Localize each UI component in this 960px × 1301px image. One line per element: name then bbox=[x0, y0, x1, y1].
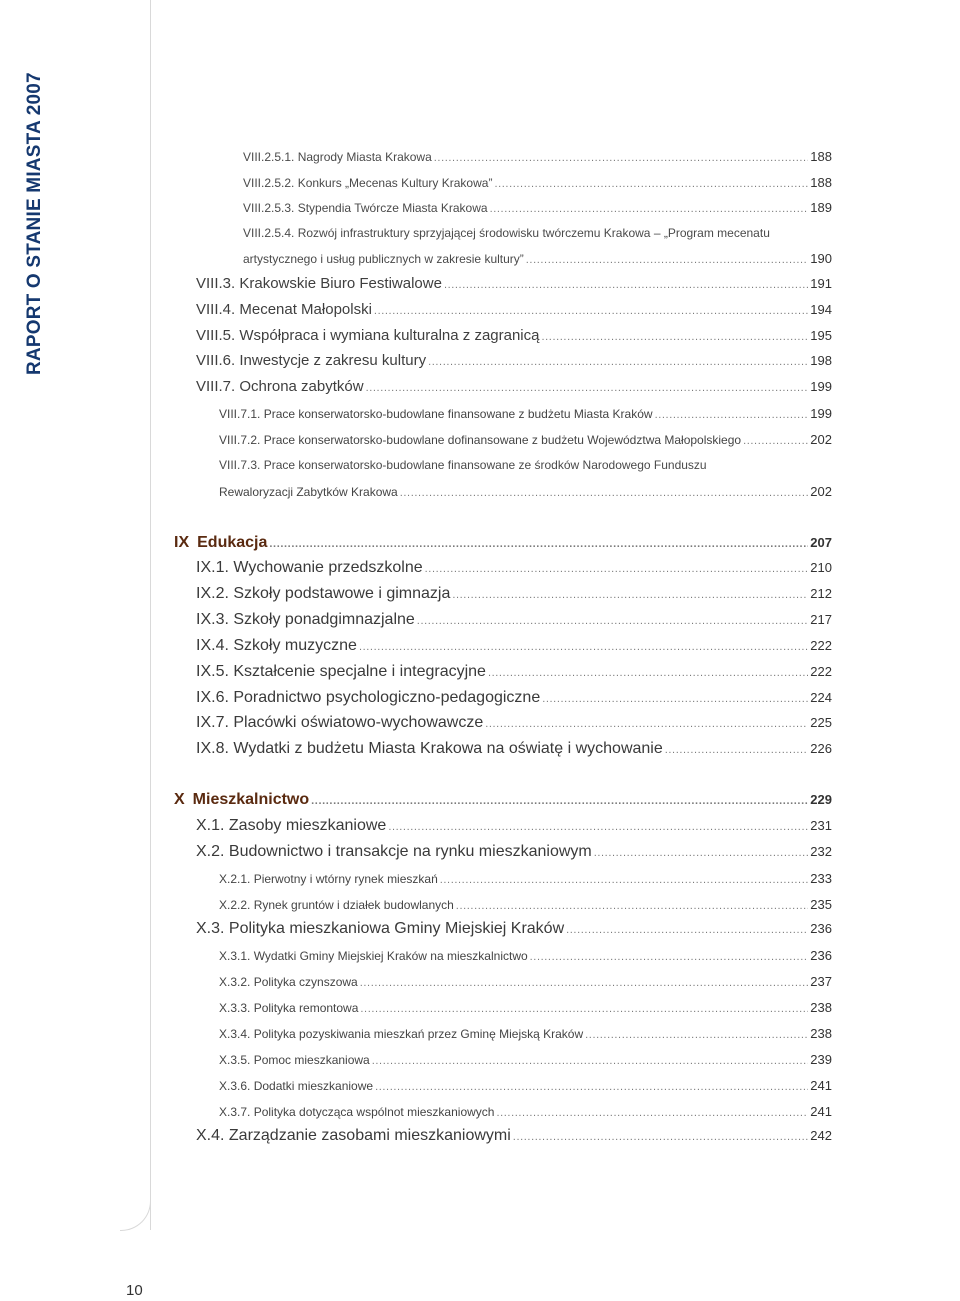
toc-entry-title: X.3.4. Polityka pozyskiwania mieszkań przez Gminę Miejską Kraków bbox=[219, 1027, 584, 1041]
toc-entry-title: IX.1. Wychowanie przedszkolne bbox=[196, 559, 423, 576]
toc-entry-title: VIII.5. Współpraca i wymiana kulturalna z zagranicą bbox=[196, 327, 540, 344]
toc-entry-page: 199 bbox=[810, 379, 832, 394]
toc-entry[interactable] bbox=[196, 637, 832, 655]
toc-entry-page: 239 bbox=[810, 1052, 832, 1067]
toc-entry[interactable] bbox=[196, 327, 832, 344]
toc-entry-page: 210 bbox=[810, 560, 832, 575]
dot-leader bbox=[513, 1131, 809, 1143]
dot-leader bbox=[434, 152, 809, 164]
toc-entry-page: 198 bbox=[810, 353, 832, 368]
dot-leader bbox=[485, 718, 808, 730]
sidebar-title: RAPORT O STANIE MIASTA 2007 bbox=[24, 72, 45, 375]
toc-entry[interactable] bbox=[196, 714, 832, 732]
chapter-title: Edukacja bbox=[197, 534, 268, 551]
toc-entry-page: 238 bbox=[810, 1026, 832, 1041]
toc-entry[interactable] bbox=[219, 974, 832, 989]
toc-chapter[interactable] bbox=[174, 534, 832, 552]
dot-leader bbox=[269, 538, 808, 550]
toc-entry[interactable] bbox=[219, 1104, 832, 1119]
toc-entry-title: VIII.4. Mecenat Małopolski bbox=[196, 301, 372, 318]
dot-leader bbox=[417, 615, 809, 627]
toc-entry-page: 236 bbox=[810, 921, 832, 936]
toc-entry-page: 199 bbox=[810, 406, 832, 421]
dot-leader bbox=[400, 487, 809, 499]
toc-entry[interactable] bbox=[196, 585, 832, 603]
toc-entry-page: 225 bbox=[810, 715, 832, 730]
toc-entry-page: 195 bbox=[810, 328, 832, 343]
toc-entry-title-line1[interactable]: VIII.7.3. Prace konserwatorsko-budowlane finansowane ze środków Narodowego Funduszu bbox=[219, 458, 707, 472]
dot-leader bbox=[530, 951, 809, 963]
toc-entry-page: 241 bbox=[810, 1078, 832, 1093]
toc-entry-title: VIII.7.1. Prace konserwatorsko-budowlane finansowane z budżetu Miasta Kraków bbox=[219, 407, 653, 421]
dot-leader bbox=[360, 1003, 808, 1015]
toc-entry-title: IX.7. Placówki oświatowo-wychowawcze bbox=[196, 714, 484, 731]
toc-entry[interactable] bbox=[196, 301, 832, 318]
toc-entry-title: VIII.6. Inwestycje z zakresu kultury bbox=[196, 352, 427, 369]
toc-entry-title: X.3.2. Polityka czynszowa bbox=[219, 975, 358, 989]
toc-entry-title: X.3.3. Polityka remontowa bbox=[219, 1001, 359, 1015]
dot-leader bbox=[542, 693, 808, 705]
dot-leader bbox=[665, 744, 809, 756]
chapter-number: X bbox=[174, 791, 185, 808]
toc-entry-title: VIII.2.5.1. Nagrody Miasta Krakowa bbox=[243, 150, 432, 164]
toc-entry-title: X.2. Budownictwo i transakcje na rynku mieszkaniowym bbox=[196, 843, 592, 860]
dot-leader bbox=[360, 977, 809, 989]
dot-leader bbox=[428, 356, 808, 368]
toc-entry-page: 190 bbox=[810, 251, 832, 266]
toc-entry-page: 194 bbox=[810, 302, 832, 317]
dot-leader bbox=[526, 254, 809, 266]
dot-leader bbox=[743, 435, 808, 447]
toc-entry[interactable] bbox=[219, 1026, 832, 1041]
toc-entry[interactable] bbox=[219, 871, 832, 886]
chapter-number: IX bbox=[174, 534, 190, 551]
toc-entry[interactable] bbox=[196, 920, 832, 938]
dot-leader bbox=[311, 795, 808, 807]
toc-entry[interactable] bbox=[196, 352, 832, 369]
toc-chapter[interactable] bbox=[174, 791, 832, 809]
toc-entry-page: 229 bbox=[810, 792, 832, 807]
toc-entry[interactable] bbox=[243, 251, 832, 266]
toc-entry[interactable] bbox=[243, 175, 832, 190]
toc-entry-title: VIII.2.5.3. Stypendia Twórcze Miasta Krakowa bbox=[243, 201, 488, 215]
toc-entry[interactable] bbox=[243, 200, 832, 215]
toc-entry[interactable] bbox=[196, 275, 832, 292]
dot-leader bbox=[425, 563, 809, 575]
toc-entry[interactable] bbox=[243, 149, 832, 164]
sidebar bbox=[0, 0, 151, 1230]
dot-leader bbox=[440, 874, 809, 886]
toc-entry[interactable] bbox=[196, 663, 832, 681]
dot-leader bbox=[488, 667, 808, 679]
toc-entry-page: 189 bbox=[810, 200, 832, 215]
toc-entry-title: IX.3. Szkoły ponadgimnazjalne bbox=[196, 611, 415, 628]
toc-entry-page: 242 bbox=[810, 1128, 832, 1143]
toc-entry-page: 217 bbox=[810, 612, 832, 627]
toc-entry[interactable] bbox=[196, 611, 832, 629]
toc-entry-title: IX.6. Poradnictwo psychologiczno-pedagogiczne bbox=[196, 689, 541, 706]
toc-entry-page: 224 bbox=[810, 690, 832, 705]
toc-entry-page: 235 bbox=[810, 897, 832, 912]
toc-entry[interactable] bbox=[219, 406, 832, 421]
dot-leader bbox=[374, 305, 808, 317]
toc-entry-page: 226 bbox=[810, 741, 832, 756]
toc-entry-page: 236 bbox=[810, 948, 832, 963]
toc-entry-page: 191 bbox=[810, 276, 832, 291]
toc-entry-title: X.3.6. Dodatki mieszkaniowe bbox=[219, 1079, 374, 1093]
dot-leader bbox=[490, 203, 809, 215]
toc-entry-page: 222 bbox=[810, 664, 832, 679]
toc-entry-title: artystycznego i usług publicznych w zakresie kultury” bbox=[243, 252, 524, 266]
toc-entry-page: 238 bbox=[810, 1000, 832, 1015]
dot-leader bbox=[655, 409, 809, 421]
toc-entry-title: X.3.1. Wydatki Gminy Miejskiej Kraków na mieszkalnictwo bbox=[219, 949, 528, 963]
toc-entry-page: 207 bbox=[810, 535, 832, 550]
dot-leader bbox=[444, 279, 808, 291]
toc-entry[interactable] bbox=[196, 817, 832, 835]
toc-entry[interactable] bbox=[196, 378, 832, 395]
toc-entry[interactable] bbox=[219, 1078, 832, 1093]
toc-entry[interactable] bbox=[219, 432, 832, 447]
toc-entry-title: X.1. Zasoby mieszkaniowe bbox=[196, 817, 387, 834]
toc-entry[interactable] bbox=[219, 1000, 832, 1015]
dot-leader bbox=[366, 382, 809, 394]
toc-entry[interactable] bbox=[219, 1052, 832, 1067]
dot-leader bbox=[359, 641, 808, 653]
toc-entry[interactable] bbox=[219, 897, 832, 912]
toc-entry-title: IX.8. Wydatki z budżetu Miasta Krakowa na oświatę i wychowanie bbox=[196, 740, 663, 757]
dot-leader bbox=[375, 1081, 808, 1093]
toc-entry-title: VIII.2.5.2. Konkurs „Mecenas Kultury Krakowa” bbox=[243, 176, 493, 190]
toc-entry-page: 202 bbox=[810, 432, 832, 447]
toc-entry-title: X.3. Polityka mieszkaniowa Gminy Miejskiej Kraków bbox=[196, 920, 565, 937]
page-number: 10 bbox=[126, 1282, 143, 1299]
toc-entry[interactable] bbox=[219, 484, 832, 499]
toc-entry[interactable] bbox=[196, 1127, 832, 1145]
dot-leader bbox=[585, 1029, 808, 1041]
toc-entry[interactable] bbox=[196, 740, 832, 758]
toc-entry-page: 222 bbox=[810, 638, 832, 653]
toc-entry-page: 188 bbox=[810, 175, 832, 190]
toc-entry-page: 241 bbox=[810, 1104, 832, 1119]
dot-leader bbox=[541, 331, 808, 343]
toc-entry-page: 212 bbox=[810, 586, 832, 601]
toc-entry-page: 232 bbox=[810, 844, 832, 859]
toc-entry[interactable] bbox=[196, 843, 832, 861]
dot-leader bbox=[494, 178, 808, 190]
dot-leader bbox=[388, 821, 808, 833]
dot-leader bbox=[452, 589, 808, 601]
toc-entry-title: X.2.2. Rynek gruntów i działek budowlanych bbox=[219, 898, 454, 912]
dot-leader bbox=[456, 900, 809, 912]
dot-leader bbox=[594, 847, 809, 859]
dot-leader bbox=[496, 1107, 808, 1119]
toc-entry-title: IX.4. Szkoły muzyczne bbox=[196, 637, 357, 654]
toc-entry-title: X.2.1. Pierwotny i wtórny rynek mieszkań bbox=[219, 872, 438, 886]
toc-entry-title: VIII.3. Krakowskie Biuro Festiwalowe bbox=[196, 275, 442, 292]
toc-entry-page: 233 bbox=[810, 871, 832, 886]
toc-entry[interactable] bbox=[196, 559, 832, 577]
toc-entry-title: Rewaloryzacji Zabytków Krakowa bbox=[219, 485, 398, 499]
toc-entry-title: IX.5. Kształcenie specjalne i integracyjne bbox=[196, 663, 486, 680]
toc-entry-title: X.4. Zarządzanie zasobami mieszkaniowymi bbox=[196, 1127, 511, 1144]
toc-entry-title: IX.2. Szkoły podstawowe i gimnazja bbox=[196, 585, 451, 602]
toc-entry[interactable] bbox=[196, 689, 832, 707]
toc-entry-page: 231 bbox=[810, 818, 832, 833]
toc-entry-page: 188 bbox=[810, 149, 832, 164]
toc-entry-title: VIII.7. Ochrona zabytków bbox=[196, 378, 364, 395]
toc-entry[interactable] bbox=[219, 948, 832, 963]
toc-entry-page: 202 bbox=[810, 484, 832, 499]
chapter-title: Mieszkalnictwo bbox=[192, 791, 310, 808]
toc-entry-title: X.3.5. Pomoc mieszkaniowa bbox=[219, 1053, 370, 1067]
toc-entry-title-line1[interactable]: VIII.2.5.4. Rozwój infrastruktury sprzyjającej środowisku twórczemu Krakowa – „Program mecenatu bbox=[243, 226, 770, 240]
toc-entry-title: X.3.7. Polityka dotycząca wspólnot mieszkaniowych bbox=[219, 1105, 495, 1119]
dot-leader bbox=[372, 1055, 809, 1067]
toc-entry-page: 237 bbox=[810, 974, 832, 989]
dot-leader bbox=[566, 924, 808, 936]
toc-entry-title: VIII.7.2. Prace konserwatorsko-budowlane dofinansowane z budżetu Województwa Małopolskiego bbox=[219, 433, 742, 447]
